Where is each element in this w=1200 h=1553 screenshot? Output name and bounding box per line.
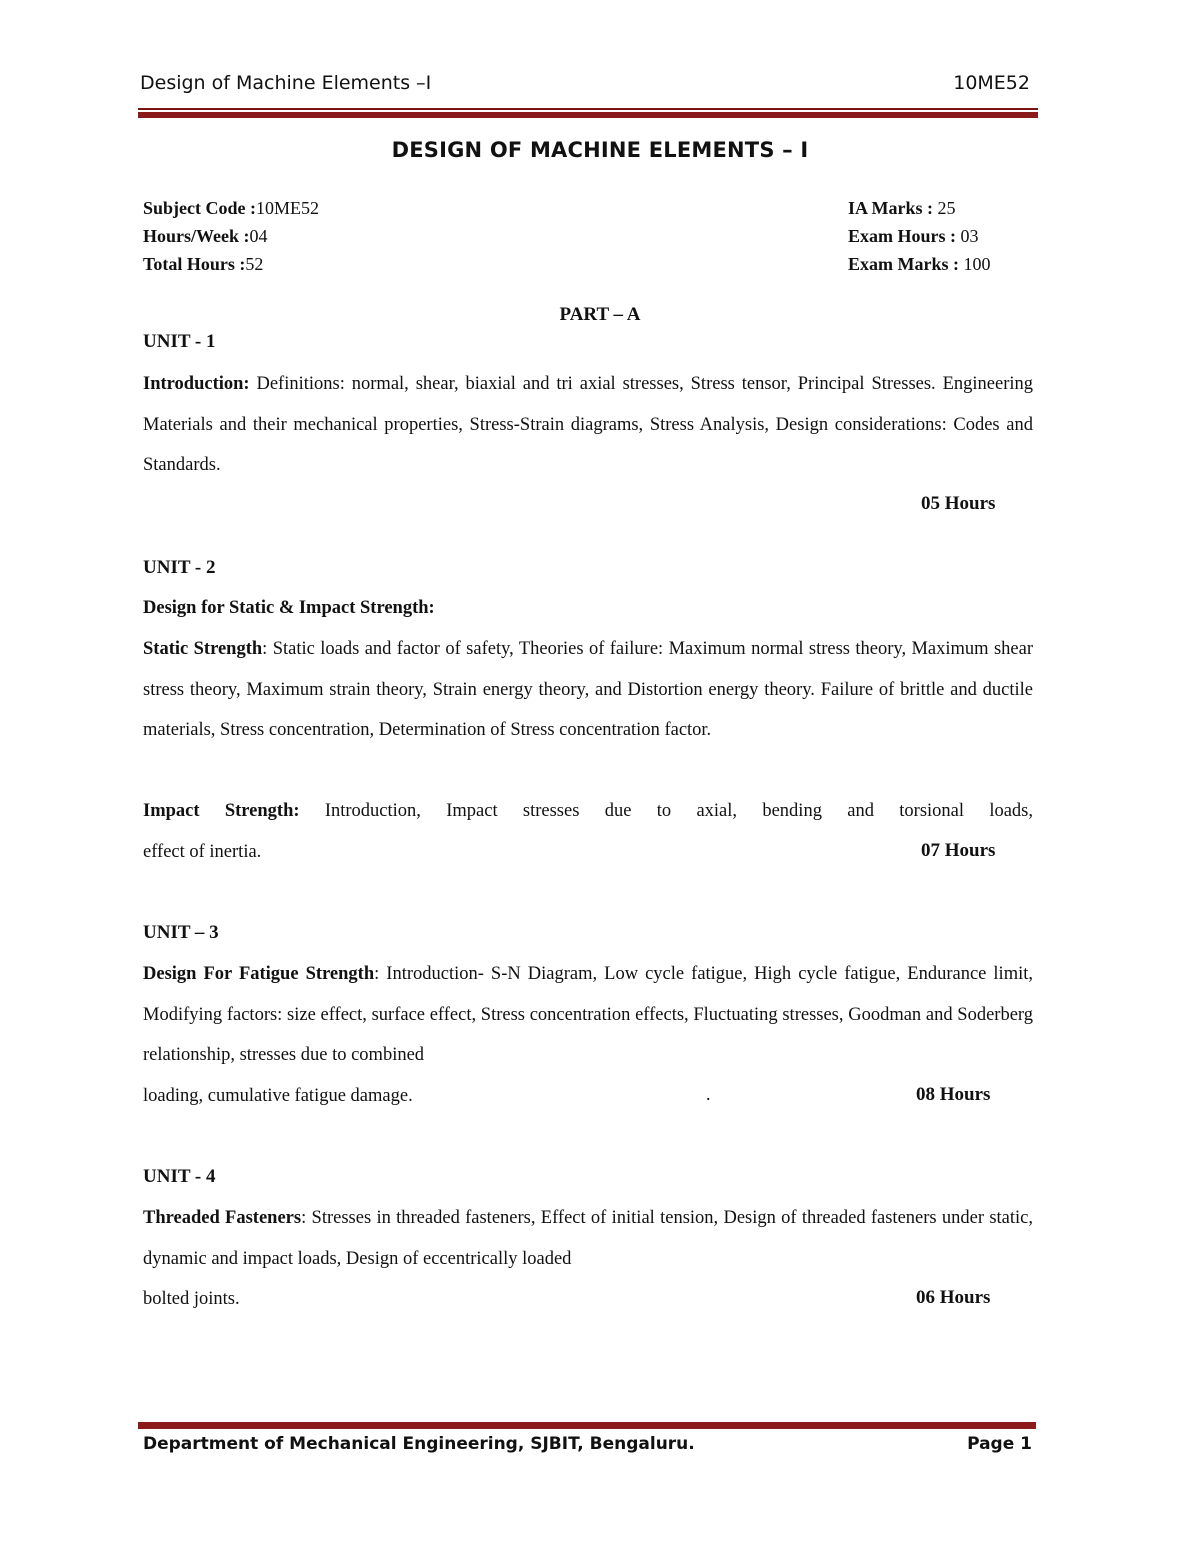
exam-hours-row: [848, 222, 991, 250]
unit-4-text: : Stresses in threaded fasteners, Effect of initial tension, Design of threaded fasteners under static, dynamic and impact loads, Design of eccentrically loaded: [143, 1208, 1033, 1269]
hours-week-row: [143, 222, 319, 250]
unit-2-static-lead: Static Strength: [143, 639, 263, 659]
unit-4-last-line: bolted joints.: [143, 1289, 240, 1309]
unit-2-hours: 07 Hours: [921, 840, 996, 861]
unit-3-last-line: loading, cumulative fatigue damage.: [143, 1086, 413, 1106]
exam-hours-value: 03: [956, 226, 979, 246]
header-course-code: 10ME52: [953, 72, 1030, 94]
subject-code-label: Subject Code :: [143, 198, 256, 218]
total-hours-row: [143, 250, 319, 278]
total-hours-value: 52: [245, 254, 264, 274]
page-header: [140, 72, 1030, 102]
unit-4-hours: 06 Hours: [916, 1287, 991, 1308]
header-rule-thin: [138, 108, 1038, 110]
ia-marks-row: [848, 194, 991, 222]
unit-2-impact-body: [143, 791, 1033, 832]
footer-page-number: Page 1: [967, 1434, 1032, 1454]
unit-2-subheading: Design for Static & Impact Strength:: [143, 598, 435, 618]
unit-2-static-body: [143, 629, 1033, 751]
unit-2-impact-last-line: effect of inertia.: [143, 842, 262, 862]
unit-1-hours: 05 Hours: [921, 493, 996, 514]
course-meta-right: [848, 194, 991, 278]
unit-1-lead: Introduction:: [143, 374, 250, 394]
unit-4-body: [143, 1198, 1033, 1279]
total-hours-label: Total Hours :: [143, 254, 246, 274]
unit-3-stray-dot: .: [706, 1084, 711, 1104]
unit-2-impact-lead: Impact Strength:: [143, 801, 300, 821]
exam-marks-label: Exam Marks :: [848, 254, 959, 274]
exam-marks-value: 100: [959, 254, 991, 274]
document-title: DESIGN OF MACHINE ELEMENTS – I: [391, 138, 809, 162]
unit-2-impact-text: Introduction, Impact stresses due to axial, bending and torsional loads,: [299, 801, 1033, 821]
ia-marks-value: 25: [933, 198, 956, 218]
header-rule-thick: [138, 112, 1038, 118]
header-course-title: Design of Machine Elements –I: [140, 72, 432, 94]
unit-4-lead: Threaded Fasteners: [143, 1208, 302, 1228]
unit-1-body: [143, 364, 1033, 486]
hours-week-value: 04: [249, 226, 268, 246]
unit-3-heading: UNIT – 3: [143, 922, 219, 943]
unit-3-body: [143, 954, 1033, 1076]
unit-1-text: Definitions: normal, shear, biaxial and tri axial stresses, Stress tensor, Principal Stresses. Engineering Materials and their mechanical properties, Stress-Strain diagrams, Stress Analysis, Design considerations: Codes and Standards.: [143, 374, 1033, 475]
unit-2-heading: UNIT - 2: [143, 557, 216, 578]
hours-week-label: Hours/Week :: [143, 226, 250, 246]
part-heading: PART – A: [559, 304, 641, 325]
subject-code-value: 10ME52: [256, 198, 319, 218]
unit-3-text: : Introduction- S-N Diagram, Low cycle fatigue, High cycle fatigue, Endurance limit, Modifying factors: size effect, surface effect, Stress concentration effects, Fluctuating stresses, Goodman and Soderberg relationship, stresses due to combined: [143, 964, 1033, 1065]
subject-code-row: [143, 194, 319, 222]
footer-rule: [138, 1422, 1036, 1429]
exam-hours-label: Exam Hours :: [848, 226, 956, 246]
ia-marks-label: IA Marks :: [848, 198, 933, 218]
unit-2-static-text: : Static loads and factor of safety, Theories of failure: Maximum normal stress theory, Maximum shear stress theory, Maximum strain theory, Strain energy theory, and Distortion energy theory. Failure of brittle and ductile materials, Stress concentration, Determination of Stress concentration factor.: [143, 639, 1033, 740]
unit-1-heading: UNIT - 1: [143, 331, 216, 352]
footer-department: Department of Mechanical Engineering, SJBIT, Bengaluru.: [143, 1434, 695, 1454]
unit-3-lead: Design For Fatigue Strength: [143, 964, 375, 984]
course-meta-left: [143, 194, 319, 278]
unit-4-heading: UNIT - 4: [143, 1166, 216, 1187]
unit-3-hours: 08 Hours: [916, 1084, 991, 1105]
exam-marks-row: [848, 250, 991, 278]
